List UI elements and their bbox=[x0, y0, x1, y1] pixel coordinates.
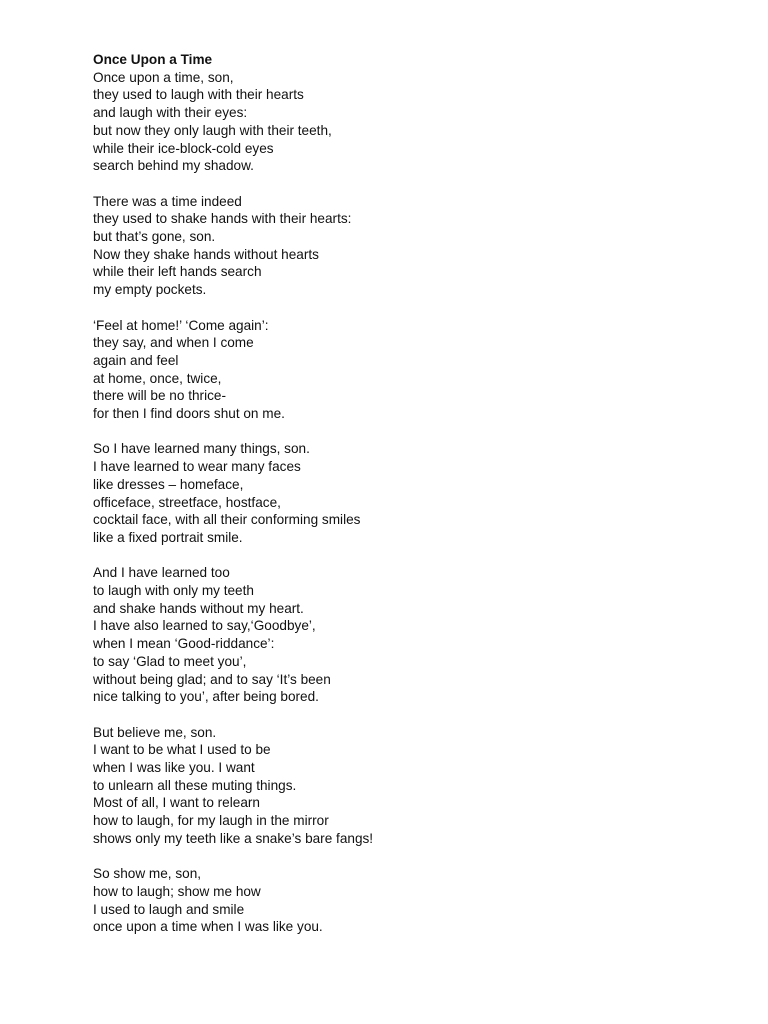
poem-line: but now they only laugh with their teeth, bbox=[93, 122, 332, 138]
document-page bbox=[93, 51, 733, 954]
stanza-6 bbox=[93, 724, 733, 848]
stanza-1 bbox=[93, 69, 733, 175]
poem-line: cocktail face, with all their conforming smiles bbox=[93, 512, 361, 528]
poem-title: Once Upon a Time bbox=[93, 52, 213, 67]
poem-line: I used to laugh and smile bbox=[93, 901, 245, 917]
poem-line: without being glad; and to say ‘It’s been bbox=[93, 671, 331, 687]
poem-line: Most of all, I want to relearn bbox=[93, 795, 260, 811]
poem-line: for then I find doors shut on me. bbox=[93, 406, 285, 422]
poem-line: they used to shake hands with their hearts: bbox=[93, 211, 352, 227]
poem-line: like a fixed portrait smile. bbox=[93, 529, 243, 545]
poem-line: I have also learned to say,‘Goodbye’, bbox=[93, 618, 316, 634]
poem-line: my empty pockets. bbox=[93, 282, 207, 298]
poem-line: they say, and when I come bbox=[93, 335, 254, 351]
poem-line: nice talking to you’, after being bored. bbox=[93, 689, 319, 705]
poem-line: I want to be what I used to be bbox=[93, 742, 271, 758]
poem-line: how to laugh, for my laugh in the mirror bbox=[93, 813, 329, 829]
poem-line: There was a time indeed bbox=[93, 193, 242, 209]
poem-line: search behind my shadow. bbox=[93, 158, 254, 174]
poem-line: So show me, son, bbox=[93, 866, 202, 882]
poem-line: I have learned to wear many faces bbox=[93, 459, 301, 475]
poem-line: But believe me, son. bbox=[93, 724, 217, 740]
stanza-7 bbox=[93, 865, 733, 936]
poem-line: to laugh with only my teeth bbox=[93, 583, 254, 599]
poem-line: while their left hands search bbox=[93, 264, 262, 280]
poem-line: shows only my teeth like a snake’s bare fangs! bbox=[93, 830, 374, 846]
poem-line: again and feel bbox=[93, 352, 179, 368]
poem-line: but that’s gone, son. bbox=[93, 229, 216, 245]
poem-line: there will be no thrice- bbox=[93, 388, 226, 404]
stanza-5 bbox=[93, 564, 733, 706]
poem-line: when I was like you. I want bbox=[93, 760, 255, 776]
poem-line: when I mean ‘Good-riddance’: bbox=[93, 636, 275, 652]
poem-line: while their ice-block-cold eyes bbox=[93, 140, 274, 156]
poem-line: officeface, streetface, hostface, bbox=[93, 494, 281, 510]
poem-line: And I have learned too bbox=[93, 565, 230, 581]
stanza-2 bbox=[93, 193, 733, 299]
poem-line: how to laugh; show me how bbox=[93, 883, 261, 899]
poem-line: and shake hands without my heart. bbox=[93, 600, 304, 616]
poem-line: ‘Feel at home!’ ‘Come again’: bbox=[93, 317, 269, 333]
poem-line: once upon a time when I was like you. bbox=[93, 919, 323, 935]
stanza-4 bbox=[93, 440, 733, 546]
poem-line: Now they shake hands without hearts bbox=[93, 246, 319, 262]
poem-line: at home, once, twice, bbox=[93, 370, 222, 386]
poem-line: like dresses – homeface, bbox=[93, 476, 244, 492]
poem-line: Once upon a time, son, bbox=[93, 69, 234, 85]
poem-line: to unlearn all these muting things. bbox=[93, 777, 297, 793]
poem-line: they used to laugh with their hearts bbox=[93, 87, 304, 103]
stanza-3 bbox=[93, 317, 733, 423]
poem-line: So I have learned many things, son. bbox=[93, 441, 310, 457]
poem-line: and laugh with their eyes: bbox=[93, 105, 248, 121]
poem-line: to say ‘Glad to meet you’, bbox=[93, 653, 247, 669]
